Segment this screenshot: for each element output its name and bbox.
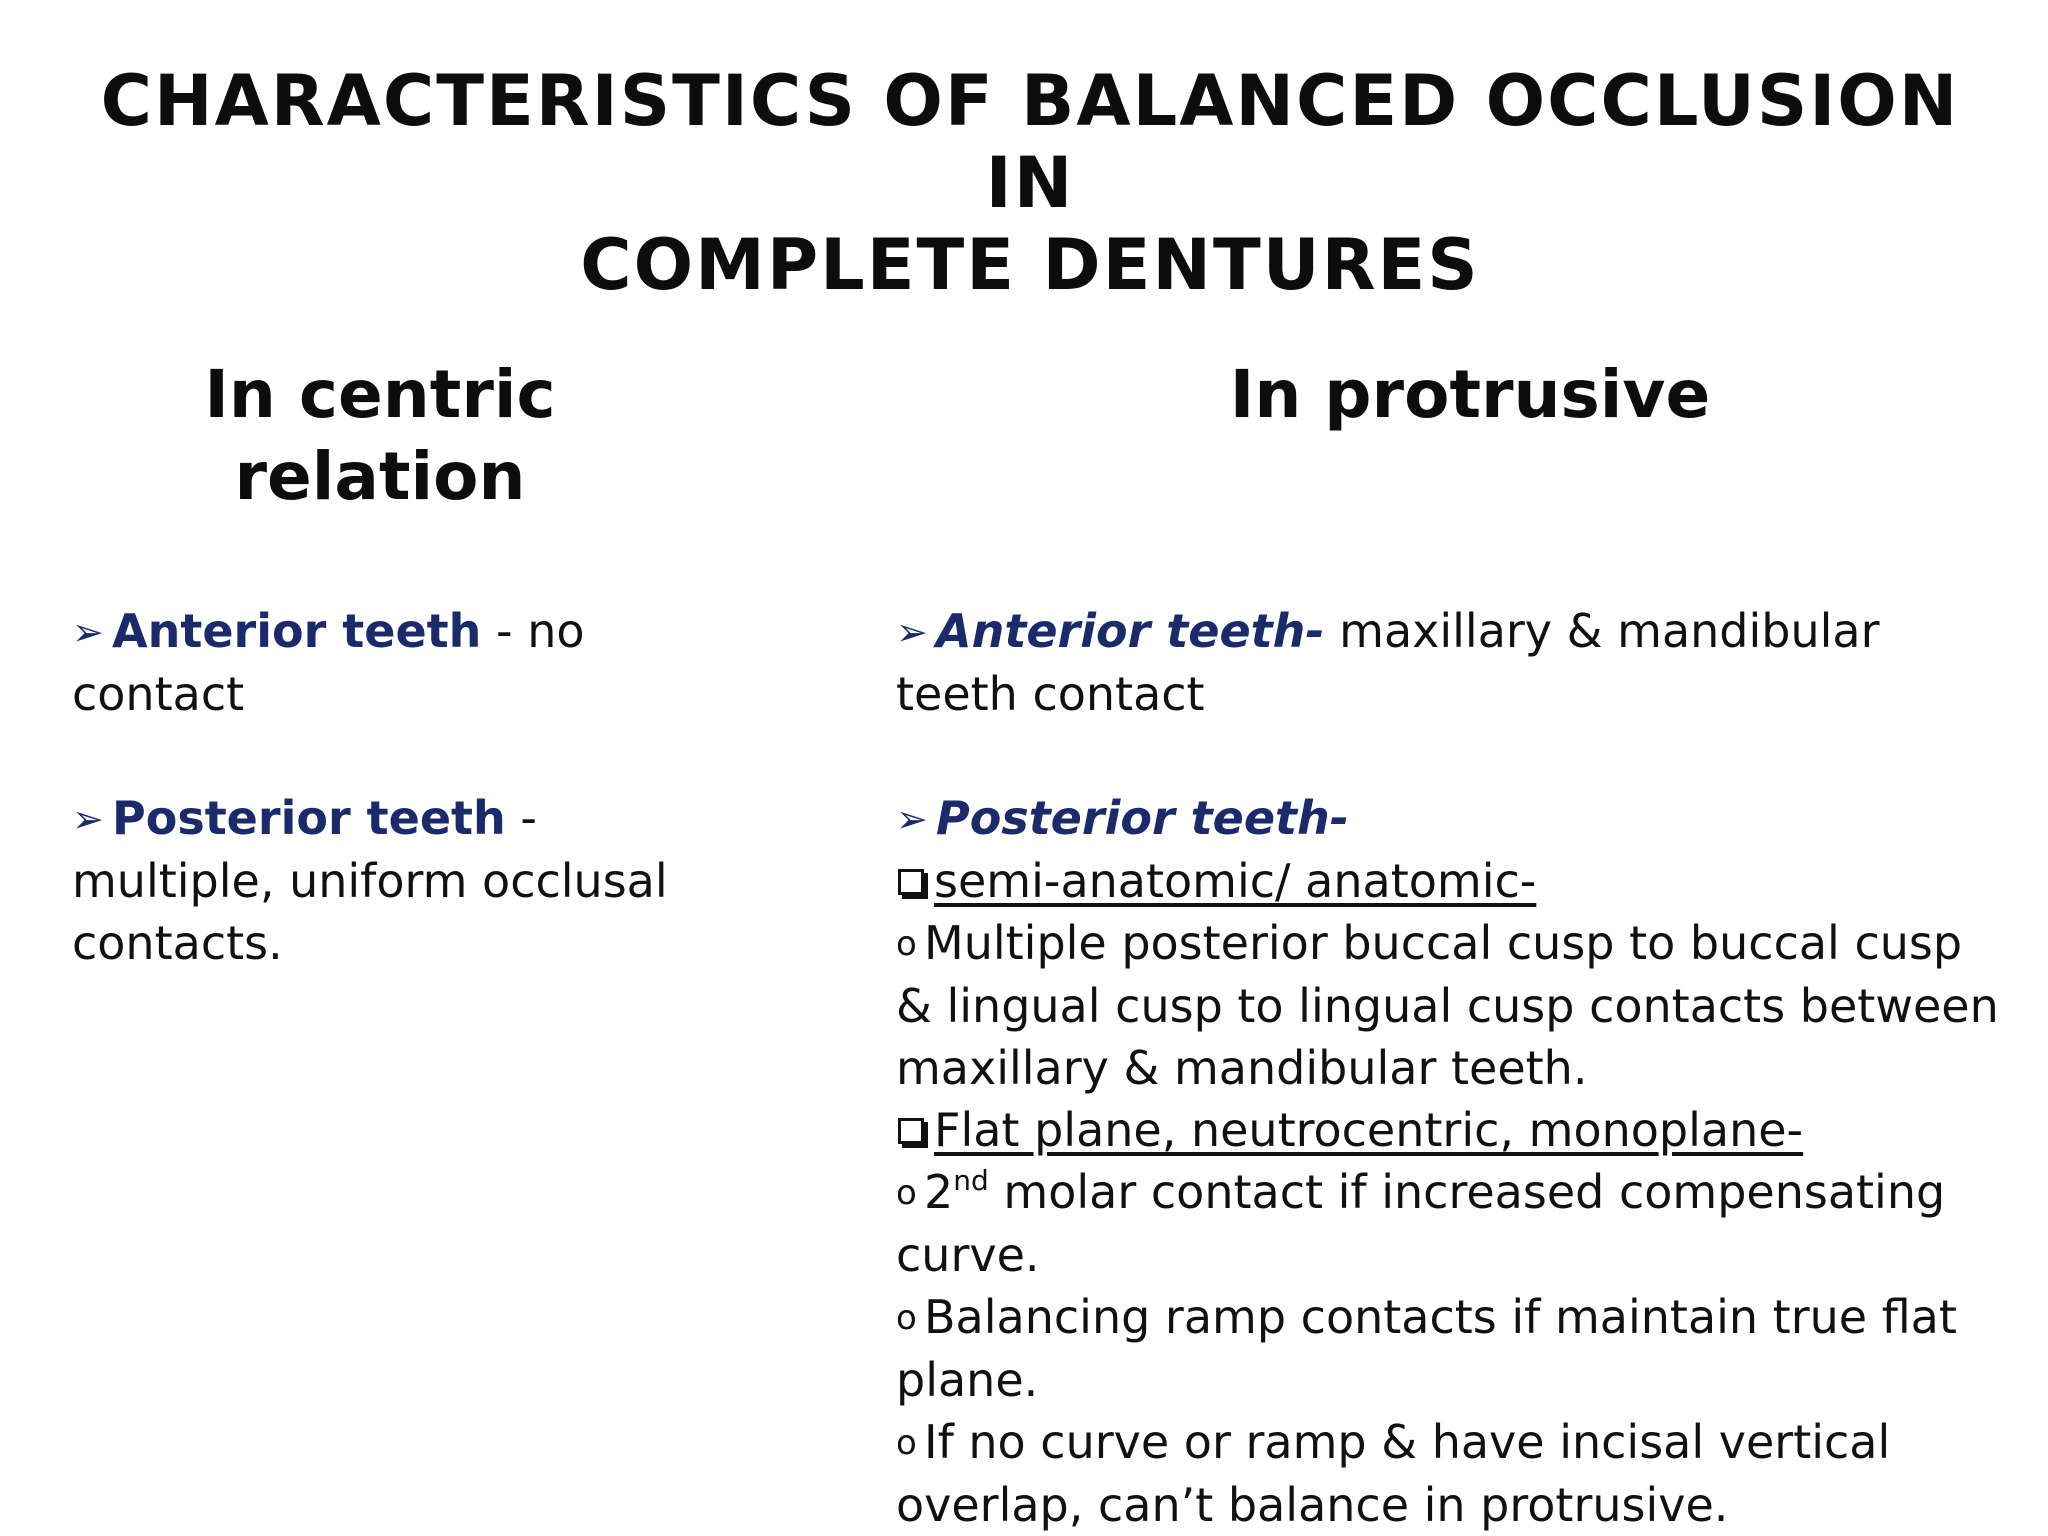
flat-plane-heading: Flat plane, neutrocentric, monoplane- — [934, 1103, 1804, 1157]
protrusive-posterior-item — [896, 787, 2036, 1536]
no-curve-line-1: If no curve or ramp & have incisal vertical — [924, 1415, 1891, 1469]
second-molar-line-1: molar contact if increased compensating — [988, 1165, 1946, 1219]
protrusive-posterior-lead: Posterior teeth- — [936, 791, 1349, 845]
title-line-1: CHARACTERISTICS OF BALANCED OCCLUSION IN — [100, 60, 1960, 224]
semi-anatomic-bullet-line-2: & lingual cusp to lingual cusp contacts between — [896, 979, 1999, 1033]
circle-bullet-icon: o — [896, 1173, 917, 1213]
centric-posterior-lead: Posterior teeth — [112, 791, 506, 845]
square-bullet-icon — [898, 869, 924, 895]
centric-anterior-text-2: contact — [72, 667, 245, 721]
semi-anatomic-bullet-line-1: Multiple posterior buccal cusp to buccal cusp — [924, 916, 1963, 970]
title-line-2: COMPLETE DENTURES — [580, 224, 1480, 306]
second-molar-pre: 2 — [924, 1165, 954, 1219]
semi-anatomic-bullet-line-3: maxillary & mandibular teeth. — [896, 1041, 1588, 1095]
arrow-bullet-icon: ➢ — [896, 610, 928, 654]
slide-title — [80, 60, 1980, 306]
no-curve-line-2: overlap, can’t balance in protrusive. — [896, 1478, 1729, 1532]
arrow-bullet-icon: ➢ — [896, 797, 928, 841]
centric-relation-heading — [140, 354, 620, 518]
centric-posterior-text-3: contacts. — [72, 916, 283, 970]
semi-anatomic-heading: semi-anatomic/ anatomic- — [934, 854, 1537, 908]
circle-bullet-icon: o — [896, 924, 917, 964]
protrusive-column — [896, 600, 2036, 1536]
centric-anterior-item — [72, 600, 712, 725]
centric-heading-line-2: relation — [234, 438, 526, 515]
centric-posterior-item — [72, 787, 712, 974]
protrusive-anterior-item — [896, 600, 2036, 725]
centric-relation-column — [72, 600, 712, 974]
arrow-bullet-icon: ➢ — [72, 610, 104, 654]
circle-bullet-icon: o — [896, 1298, 917, 1338]
second-molar-line-2: curve. — [896, 1228, 1040, 1282]
protrusive-anterior-lead: Anterior teeth- — [936, 604, 1325, 658]
balancing-ramp-line-2: plane. — [896, 1353, 1039, 1407]
second-molar-sup: nd — [953, 1164, 989, 1197]
protrusive-heading: In protrusive — [1229, 356, 1711, 433]
square-bullet-icon — [898, 1118, 924, 1144]
arrow-bullet-icon: ➢ — [72, 797, 104, 841]
centric-anterior-text: - no — [481, 604, 585, 658]
protrusive-anterior-text-2: teeth contact — [896, 667, 1205, 721]
centric-posterior-text: - — [505, 791, 537, 845]
centric-posterior-text-2: multiple, uniform occlusal — [72, 854, 668, 908]
protrusive-anterior-text: maxillary & mandibular — [1324, 604, 1880, 658]
circle-bullet-icon: o — [896, 1423, 917, 1463]
balancing-ramp-line-1: Balancing ramp contacts if maintain true flat — [924, 1290, 1957, 1344]
centric-heading-line-1: In centric — [204, 356, 556, 433]
centric-anterior-lead: Anterior teeth — [112, 604, 482, 658]
